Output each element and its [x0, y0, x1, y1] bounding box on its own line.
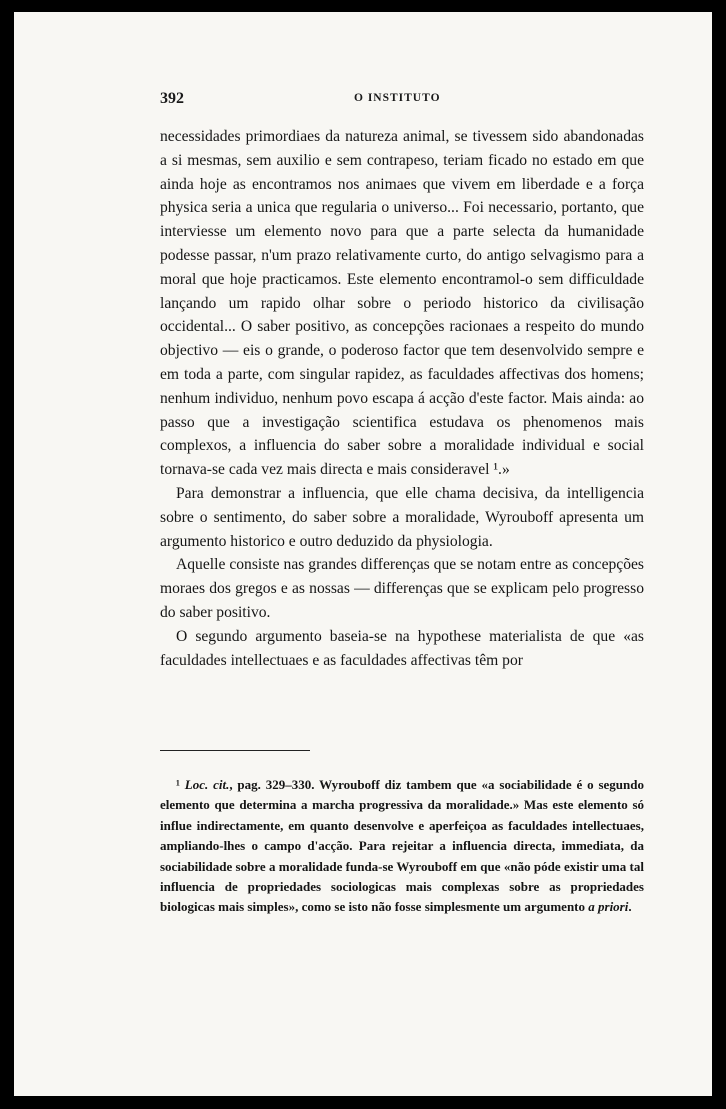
footnote-pages: , pag. 329–330.: [229, 777, 315, 792]
page-number: 392: [160, 90, 184, 107]
page-header: [160, 90, 644, 110]
book-page: [14, 12, 712, 1096]
footnote-rule: [160, 750, 310, 751]
footnote: [160, 775, 644, 918]
paragraph: Para demonstrar a influencia, que elle chama decisiva, da intelligencia sobre o sentimento, do saber sobre a moralidade, Wyrouboff apresenta um argumento historico e outro deduzido da physiologia.: [160, 484, 644, 550]
paragraph: Aquelle consiste nas grandes differenças que se notam entre as concepções moraes dos gregos e as nossas — differenças que se explicam pelo progresso do saber positivo.: [160, 556, 644, 621]
footnote-end: .: [628, 899, 632, 915]
running-head: O INSTITUTO: [354, 92, 441, 104]
footnote-reference: Loc. cit.: [184, 777, 230, 792]
footnote-italic: a priori: [588, 899, 629, 915]
body-text: [160, 125, 644, 672]
paragraph: O segundo argumento baseia-se na hypothese materialista de que «as faculdades intellectuaes e as faculdades affectivas têm por: [160, 627, 644, 669]
paragraph: necessidades primordiaes da natureza animal, se tivessem sido abandonadas a si mesmas, sem auxilio e sem contrapeso, teriam ficado no estado em que ainda hoje as encontramos nos animaes que vivem em liberdade e a força physica seria a unica que regularia o universo... Foi necessario, portanto, que interviesse um elemento novo para que a parte selecta da humanidade podesse passar, n'um prazo relativamente curto, do antigo selvagismo para a moral que hoje practicamos. Este elemento encontramol-o sem difficuldade lançando um rapido olhar sobre o periodo historico da civilisação occidental... O saber positivo, as concepções racionaes a respeito do mundo objectivo — eis o grande, o poderoso factor que tem desenvolvido sempre e em toda a parte, com singular rapidez, as faculdades affectivas dos homens; nenhum individuo, nenhum povo escapa á acção d'este factor. Mais ainda: ao passo que a investigação scientifica estudava os phenomenos mais complexos, a influencia do saber sobre a moralidade individual e social tornava-se cada vez mais directa e mais consideravel ¹.»: [160, 128, 644, 479]
footnote-text: Wyrouboff diz tambem que «a sociabilidade é o segundo elemento que determina a marcha progressiva da moralidade.» Mas este elemento só influe indirectamente, em quanto desenvolve e aperfeiçoa as faculdades intellectuaes, ampliando-lhes o campo d'acção. Para rejeitar a influencia directa, immediata, da sociabilidade sobre a moralidade funda-se Wyrouboff em que «não póde existir uma tal influencia de propriedades sociologicas mais complexas sobre as propriedades biologicas mais simples», como se isto não fosse simplesmente um argumento: [160, 777, 644, 915]
footnote-marker: ¹: [176, 777, 180, 792]
